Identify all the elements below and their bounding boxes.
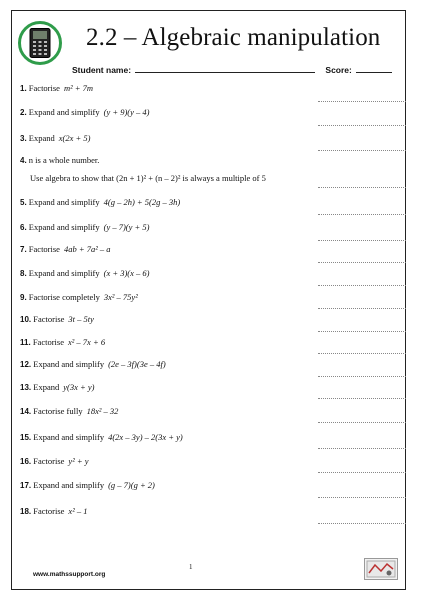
- answer-line-15[interactable]: [318, 448, 406, 449]
- question-9: 9. Factorise completely 3x² – 75y²: [20, 292, 138, 302]
- question-16: 16. Factorise y² + y: [20, 456, 89, 466]
- question-18: 18. Factorise x² – 1: [20, 506, 88, 516]
- answer-line-3[interactable]: [318, 150, 406, 151]
- maths-badge-logo-icon: [364, 558, 398, 580]
- answer-line-17[interactable]: [318, 497, 406, 498]
- answer-line-2[interactable]: [318, 125, 406, 126]
- answer-line-14[interactable]: [318, 422, 406, 423]
- answer-line-6[interactable]: [318, 240, 406, 241]
- question-5: 5. Expand and simplify 4(g – 2h) + 5(2g – 3h): [20, 197, 181, 207]
- question-12: 12. Expand and simplify (2e – 3f)(3e – 4f): [20, 359, 166, 369]
- answer-line-13[interactable]: [318, 398, 406, 399]
- answer-line-16[interactable]: [318, 472, 406, 473]
- question-4: 4. n is a whole number. Use algebra to show that (2n + 1)² + (n – 2)² is always a multiple of 5: [20, 155, 266, 183]
- student-name-field[interactable]: [135, 64, 315, 73]
- answer-line-8[interactable]: [318, 285, 406, 286]
- answer-line-12[interactable]: [318, 376, 406, 377]
- question-15: 15. Expand and simplify 4(2x – 3y) – 2(3x + y): [20, 432, 183, 442]
- question-10: 10. Factorise 3t – 5ty: [20, 314, 94, 324]
- answer-line-1[interactable]: [318, 101, 406, 102]
- page-title: 2.2 – Algebraic manipulation: [86, 24, 381, 51]
- answer-line-5[interactable]: [318, 214, 406, 215]
- question-11: 11. Factorise x² – 7x + 6: [20, 337, 106, 347]
- answer-line-4[interactable]: [318, 187, 406, 188]
- answer-line-10[interactable]: [318, 331, 406, 332]
- student-name-label: Student name:: [72, 65, 132, 75]
- answer-line-9[interactable]: [318, 308, 406, 309]
- question-3: 3. Expand x(2x + 5): [20, 133, 91, 143]
- question-7: 7. Factorise 4ab + 7a² – a: [20, 244, 111, 254]
- answer-line-11[interactable]: [318, 353, 406, 354]
- student-score-row: [72, 64, 392, 75]
- answer-line-7[interactable]: [318, 262, 406, 263]
- question-1: 1. Factorise m² + 7m: [20, 83, 94, 93]
- score-label: Score:: [325, 65, 352, 75]
- page-number: 1: [189, 563, 193, 571]
- question-2: 2. Expand and simplify (y + 9)(y – 4): [20, 107, 150, 117]
- score-field[interactable]: [356, 64, 392, 73]
- answer-line-18[interactable]: [318, 523, 406, 524]
- question-13: 13. Expand y(3x + y): [20, 382, 95, 392]
- question-17: 17. Expand and simplify (g – 7)(g + 2): [20, 480, 155, 490]
- calculator-logo-icon: [18, 21, 62, 65]
- question-6: 6. Expand and simplify (y – 7)(y + 5): [20, 222, 150, 232]
- question-8: 8. Expand and simplify (x + 3)(x – 6): [20, 268, 150, 278]
- question-14: 14. Factorise fully 18x² – 32: [20, 406, 119, 416]
- footer-url-link[interactable]: www.mathssupport.org: [33, 571, 106, 578]
